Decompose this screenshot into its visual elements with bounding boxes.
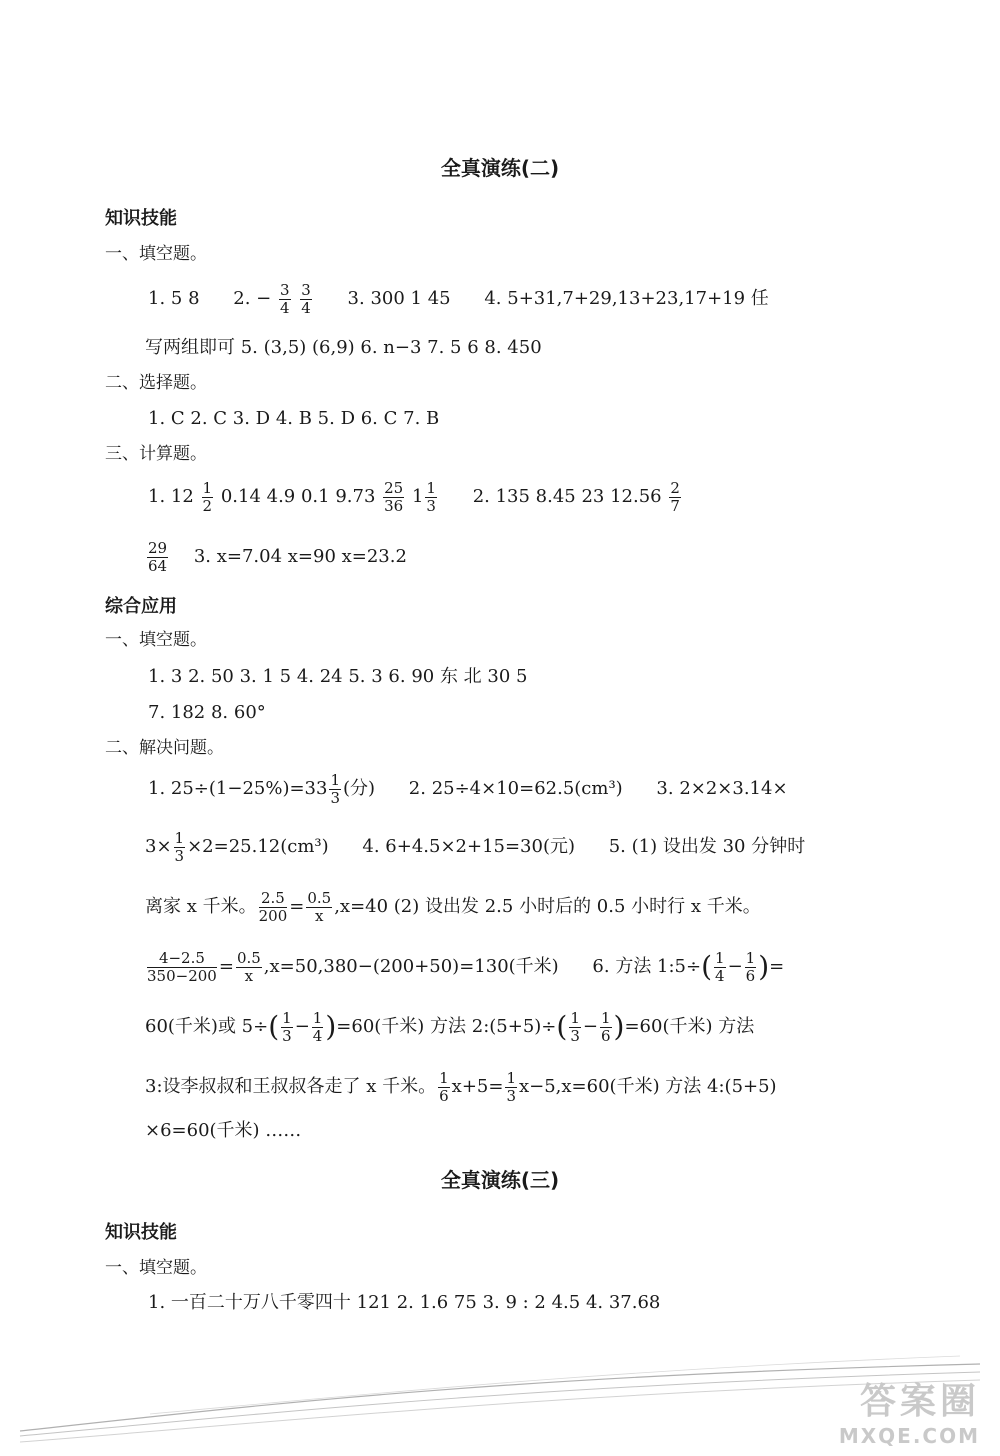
fraction: $\frac{3}{4}$ (301, 281, 311, 317)
fraction: $\frac{25}{36}$ (384, 479, 404, 515)
fraction: $\frac{1}{3}$ (426, 479, 436, 515)
calc-answers-line-2: $\frac{29}{64}$ 3. x=7.04 x=90 x=23.2 (148, 539, 407, 575)
fill-q3: 3. 300 1 45 (347, 288, 451, 309)
solve-line-1: 1. 25÷(1−25%)=33 $\frac{1}{3}$ (分) 2. 25÷4×10=62.5(cm³) 3. 2×2×3.14× (148, 771, 788, 807)
fraction: $\frac{1}{4}$ (715, 949, 725, 985)
subheading-fill-blank-3: 一、填空题。 (105, 1258, 207, 1278)
solve-line-5: 60(千米)或 5÷( $\frac{1}{3}$ − $\frac{1}{4}$ )=60(千米) 方法 2:(5+5)÷( $\frac{1}{3}$ − $\frac{1}{6}$ )=60(千米) 方法 (145, 1009, 755, 1045)
fill-answers-line-3: 1. 一百二十万八千零四十 121 2. 1.6 75 3. 9 : 2 4.5 4. 37.68 (148, 1292, 661, 1313)
heading-knowledge-skills: 知识技能 (105, 208, 177, 229)
fraction: $\frac{4-2.5}{350-200}$ (147, 949, 217, 985)
fraction: $\frac{1}{3}$ (570, 1009, 580, 1045)
heading-knowledge-skills-2: 知识技能 (105, 1222, 177, 1243)
subheading-fill-blank-2: 一、填空题。 (105, 630, 207, 650)
fraction: $\frac{3}{4}$ (279, 281, 290, 317)
fill-q1: 1. 5 8 (148, 288, 200, 309)
choice-answers: 1. C 2. C 3. D 4. B 5. D 6. C 7. B (148, 408, 440, 429)
solve-line-3: 离家 x 千米。 $\frac{2.5}{200}$ = $\frac{0.5}{x}$ ,x=40 (2) 设出发 2.5 小时后的 0.5 小时行 x 千米。 (145, 889, 761, 925)
fraction: $\frac{1}{3}$ (330, 771, 341, 807)
fraction: $\frac{1}{6}$ (439, 1069, 449, 1105)
solve-line-4: $\frac{4-2.5}{350-200}$ = $\frac{0.5}{x}$ ,x=50,380−(200+50)=130(千米) 6. 方法 1:5÷( $\frac{1}{4}$ − $\frac{1}{6}$ )= (147, 949, 785, 985)
solve-line-2: 3× $\frac{1}{3}$ ×2=25.12(cm³) 4. 6+4.5×2+15=30(元) 5. (1) 设出发 30 分钟时 (145, 829, 806, 865)
fraction: $\frac{1}{3}$ (506, 1069, 516, 1105)
section-title-3: 全真演练(三) (440, 1168, 560, 1192)
apply-fill-line-1: 1. 3 2. 50 3. 1 5 4. 24 5. 3 6. 90 东 北 30 5 (148, 666, 528, 687)
subheading-fill-blank: 一、填空题。 (105, 244, 207, 264)
heading-comprehensive-application: 综合应用 (105, 596, 177, 617)
fraction: $\frac{0.5}{x}$ (236, 949, 261, 985)
fill-answers-line-2: 写两组即可 5. (3,5) (6,9) 6. n−3 7. 5 6 8. 450 (145, 337, 542, 358)
subheading-problem-solving: 二、解决问题。 (105, 738, 224, 758)
fraction: $\frac{1}{6}$ (600, 1009, 611, 1045)
fill-q4: 4. 5+31,7+29,13+23,17+19 任 (484, 288, 769, 309)
solve-line-7: ×6=60(千米) …… (145, 1120, 302, 1141)
fill-q2: 2. − (233, 288, 272, 309)
fraction: $\frac{1}{2}$ (202, 479, 213, 515)
fraction: $\frac{1}{3}$ (174, 829, 185, 865)
fraction: $\frac{0.5}{x}$ (307, 889, 332, 925)
fraction: $\frac{1}{4}$ (312, 1009, 323, 1045)
fraction: $\frac{1}{3}$ (282, 1009, 292, 1045)
solve-line-6: 3:设李叔叔和王叔叔各走了 x 千米。 $\frac{1}{6}$ x+5= $\frac{1}{3}$ x−5,x=60(千米) 方法 4:(5+5) (145, 1069, 777, 1105)
fraction: $\frac{1}{6}$ (745, 949, 756, 985)
apply-fill-line-2: 7. 182 8. 60° (148, 702, 266, 723)
subheading-choice: 二、选择题。 (105, 373, 207, 393)
fraction: $\frac{29}{64}$ (148, 539, 168, 575)
section-title-2: 全真演练(二) (440, 156, 560, 180)
calc-answers-line-1: 1. 12 $\frac{1}{2}$ 0.14 4.9 0.1 9.73 $\frac{25}{36}$ 1 $\frac{1}{3}$ 2. 135 8.45 23 12.56 $\frac{2}{7}$ (148, 479, 680, 515)
subheading-calculation: 三、计算题。 (105, 444, 207, 464)
fraction: $\frac{2}{7}$ (670, 479, 680, 515)
fill-answers-line-1 (148, 282, 769, 316)
watermark-logo: 答案圈 MXQE.COM (838, 1381, 980, 1448)
fraction: $\frac{2.5}{200}$ (258, 889, 288, 925)
